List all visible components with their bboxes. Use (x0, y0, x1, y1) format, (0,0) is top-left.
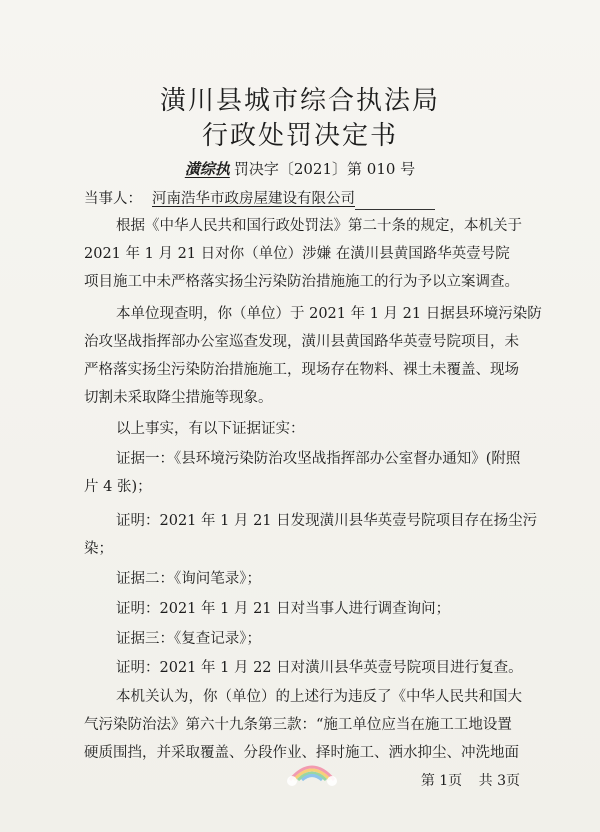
agency-title: 潢川县城市综合执法局 (159, 86, 440, 116)
party-underline (355, 195, 435, 210)
doc-number-handwritten: 潢综执 (184, 160, 230, 178)
document-title: 行政处罚决定书 (201, 121, 398, 151)
page-footer (421, 770, 520, 790)
doc-number-printed: 罚决字〔2021〕第 010 号 (233, 160, 416, 178)
paragraph-line: 以上事实，有以下证据证实： (116, 421, 305, 437)
paragraph-line: 本机关认为，你（单位）的上述行为违反了《中华人民共和国大 (116, 689, 522, 705)
page-number: 第 1页 (420, 773, 463, 789)
paragraph-line: 硬质围挡，并采取覆盖、分段作业、择时施工、洒水抑尘、冲洗地面 (84, 745, 519, 761)
paragraph-line: 2021 年 1 月 21 日对你（单位）涉嫌 在潢川县黄国路华英壹号院 (84, 246, 510, 262)
rainbow-icon (282, 752, 342, 787)
proof-line: 证明：2021 年 1 月 21 日对当事人进行调查询问； (116, 601, 451, 617)
paragraph-line: 治攻坚战指挥部办公室巡查发现，潢川县黄国路华英壹号院项目，未 (84, 334, 519, 350)
proof-line: 证明：2021 年 1 月 22 日对潢川县华英壹号院项目进行复查。 (116, 660, 523, 676)
paragraph-line: 根据《中华人民共和国行政处罚法》第二十条的规定，本机关于 (116, 218, 522, 234)
paragraph-line: 切割未采取降尘措施等现象。 (84, 390, 273, 406)
proof-line: 证明：2021 年 1 月 21 日发现潢川县华英壹号院项目存在扬尘污 (116, 513, 538, 529)
evidence-line: 证据一：《县环境污染防治攻坚战指挥部办公室督办通知》(附照 (116, 451, 521, 467)
evidence-line: 证据三：《复查记录》； (116, 631, 261, 647)
document-number (0, 158, 600, 179)
evidence-line: 片 4 张)； (84, 479, 152, 495)
paragraph-line: 本单位现查明，你（单位）于 2021 年 1 月 21 日据县环境污染防 (116, 306, 542, 322)
evidence-line: 证据二：《询问笔录》； (116, 571, 261, 587)
page-total: 共 3页 (478, 773, 520, 789)
paragraph-line: 项目施工中未严格落实扬尘污染防治措施施工的行为予以立案调查。 (84, 274, 519, 290)
party-name: 河南浩华市政房屋建设有限公司 (152, 191, 355, 207)
proof-line: 染； (84, 541, 113, 557)
paragraph-line: 严格落实扬尘污染防治措施施工，现场存在物料、裸土未覆盖、现场 (84, 362, 519, 378)
paragraph-line: 气污染防治法》第六十九条第三款：“施工单位应当在施工工地设置 (84, 717, 512, 733)
party-label: 当事人： (84, 191, 142, 207)
party-line (84, 188, 524, 210)
